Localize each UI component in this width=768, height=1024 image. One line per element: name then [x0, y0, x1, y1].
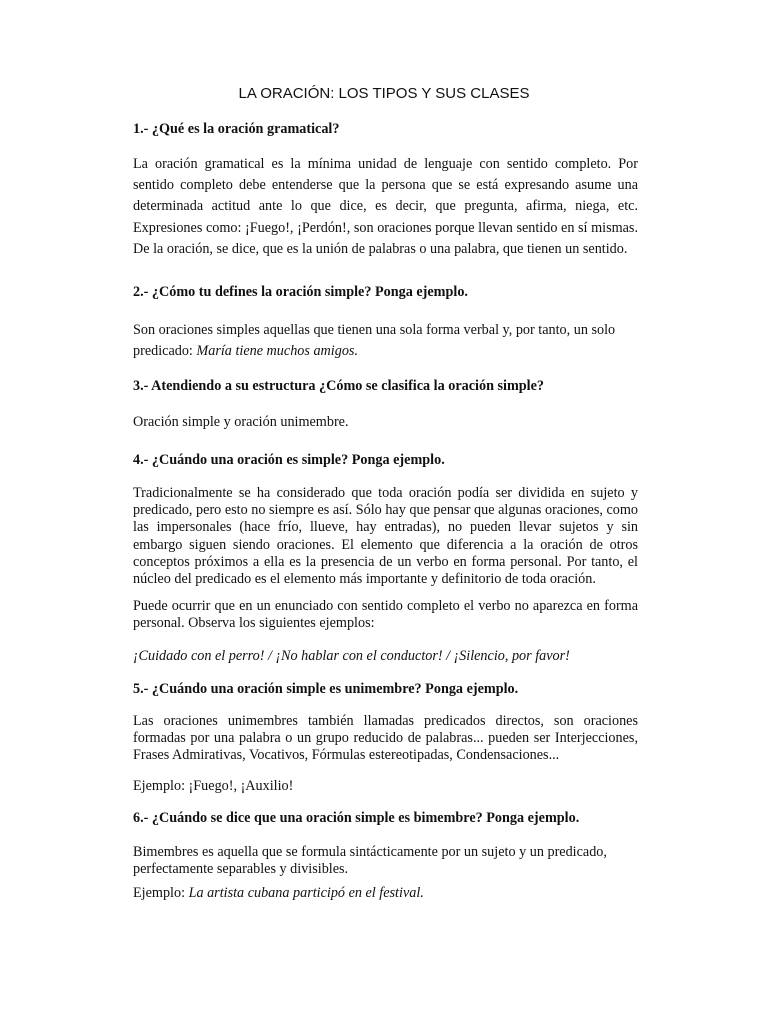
answer-6-example-label: Ejemplo:: [133, 885, 189, 901]
answer-3: Oración simple y oración unimembre.: [133, 414, 349, 430]
question-2: 2.- ¿Cómo tu defines la oración simple? Ponga ejemplo.: [133, 284, 468, 300]
question-3: 3.- Atendiendo a su estructura ¿Cómo se clasifica la oración simple?: [133, 378, 545, 394]
answer-5-example: Ejemplo: ¡Fuego!, ¡Auxilio!: [133, 778, 294, 794]
answer-2-text: Son oraciones simples aquellas que tienen una sola forma verbal y, por tanto, un solo predicado:: [133, 322, 616, 360]
page-title: LA ORACIÓN: LOS TIPOS Y SUS CLASES: [238, 85, 530, 102]
answer-1: La oración gramatical es la mínima unidad de lenguaje con sentido completo. Por sentido completo debe entenderse que la persona que se está expresando asume una determinada actitud ante lo que dice, es decir, que pregunta, afirma, niega, etc. Expresiones como: ¡Fuego!, ¡Perdón!, son oraciones porque llevan sentido en sí mismas. De la oración, se dice, que es la unión de palabras o una palabra, que tienen un sentido.: [133, 156, 638, 257]
answer-5: Las oraciones unimembres también llamadas predicados directos, son oraciones formadas por una palabra o un grupo reducido de palabras... pueden ser Interjecciones, Frases Admirativas, Vocativos, Fórmulas estereotipadas, Condensaciones...: [133, 713, 638, 764]
question-1: 1.- ¿Qué es la oración gramatical?: [133, 121, 340, 137]
answer-2: [133, 320, 638, 362]
question-4: 4.- ¿Cuándo una oración es simple? Ponga ejemplo.: [133, 452, 445, 468]
answer-4-paragraph-1: Tradicionalmente se ha considerado que toda oración podía ser dividida en sujeto y predicado, pero esto no siempre es así. Sólo hay que pensar que algunas oraciones, como las impersonales (hace frío, llueve, hay entradas), no pueden llevar sujetos y sin embargo siguen siendo oraciones. El elemento que diferencia a la oración de otros conceptos próximos a ella es la presencia de un verbo en forma personal. Por tanto, el núcleo del predicado es el elemento más importante y definitorio de toda oración.: [133, 485, 638, 588]
answer-4-examples: ¡Cuidado con el perro! / ¡No hablar con el conductor! / ¡Silencio, por favor!: [133, 648, 570, 664]
question-5: 5.- ¿Cuándo una oración simple es unimembre? Ponga ejemplo.: [133, 681, 519, 697]
answer-6-example: [133, 885, 638, 902]
answer-6: Bimembres es aquella que se formula sintácticamente por un sujeto y un predicado, perfectamente separables y divisibles.: [133, 844, 607, 878]
answer-4-paragraph-2: Puede ocurrir que en un enunciado con sentido completo el verbo no aparezca en forma personal. Observa los siguientes ejemplos:: [133, 598, 638, 632]
answer-2-example: María tiene muchos amigos.: [196, 343, 358, 360]
question-6: 6.- ¿Cuándo se dice que una oración simple es bimembre? Ponga ejemplo.: [133, 810, 580, 826]
answer-6-example-sentence: La artista cubana participó en el festival.: [188, 885, 424, 901]
